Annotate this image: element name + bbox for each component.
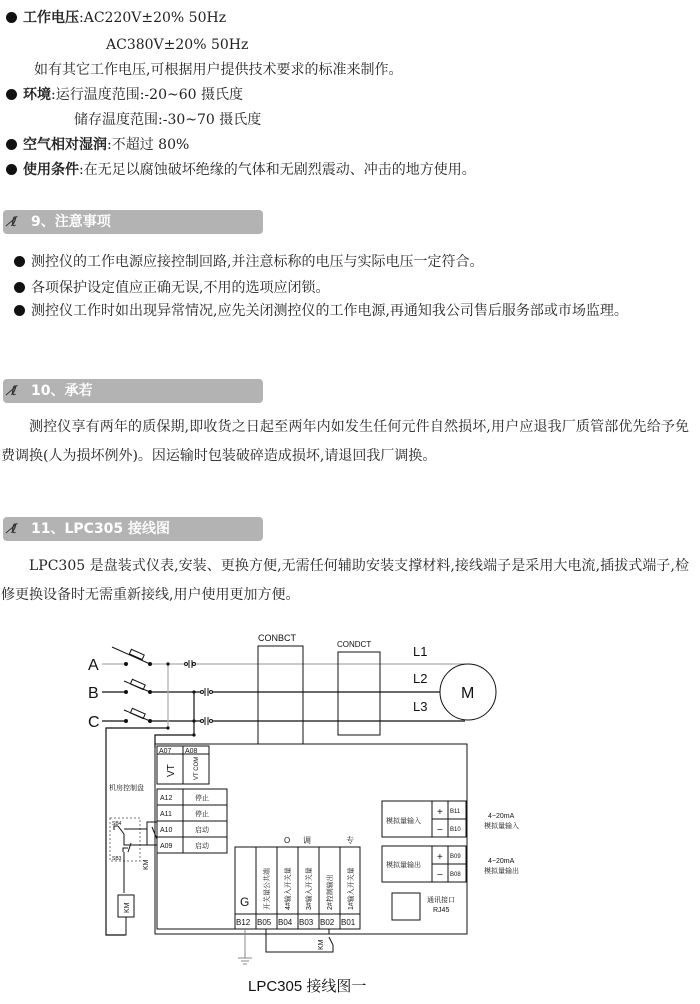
phase-label-b: B [88, 685, 99, 702]
conbct-label: CONBCT [258, 633, 296, 643]
spec-humidity: 空气相对湿润:不超过 80% [6, 136, 189, 154]
section-11-title: 11、LPC305 接线图 [31, 521, 171, 537]
vt-terminal-a07: A07 [159, 748, 172, 755]
top-mark: 调 [303, 836, 311, 845]
line-label-l2: L2 [413, 671, 428, 686]
vt-label: VT [166, 764, 177, 777]
comm-port: RJ45 [433, 907, 450, 914]
control-terminal-label: 启动 [195, 827, 209, 834]
humidity-label: 空气相对湿润 [23, 137, 107, 153]
voltage-line2: AC380V±20% 50Hz [106, 37, 249, 53]
analog-output-plus: + [437, 852, 443, 863]
analog-output-range: 4−20mA [488, 858, 515, 865]
line-label-l1: L1 [413, 644, 428, 659]
section-11-body: LPC305 是盘装式仪表,安装、更换方便,无需任何辅助安装支撑材料,接线端子是采用大电流,插拔式端子,检修更换设备时无需重新接线,用户使用更加方便。 [1, 558, 689, 603]
sb3-label: SB3 [112, 856, 122, 862]
section-9-title: 9、注意事项 [31, 214, 111, 230]
analog-input-label: 模拟量输入 [386, 818, 421, 825]
coil-wires [106, 853, 235, 935]
voltage-line1: AC220V±20% 50Hz [83, 10, 227, 26]
vt-com-label: VT COM [194, 756, 200, 780]
analog-output-label: 模拟量输出 [386, 862, 421, 869]
control-terminal-id: A10 [160, 827, 173, 834]
analog-input-plus: + [437, 807, 443, 818]
bottom-terminal-label: 4#输入开关量 [285, 867, 292, 910]
env-line1: 运行温度范围:-20~60 摄氏度 [55, 87, 243, 103]
km-coil-label: KM [124, 902, 131, 913]
voltage-label: 工作电压 [23, 10, 79, 26]
section-9-item: 测控仪的工作电源应接控制回路,并注意标称的电压与实际电压一定符合。 [14, 253, 483, 271]
line-label-l3: L3 [413, 699, 428, 714]
section-9-item: 各项保护设定值应正确无误,不用的选项应闭锁。 [14, 279, 329, 297]
control-terminal-label: 停止 [195, 811, 209, 818]
analog-input-desc: 模拟量输入 [484, 823, 519, 830]
spec-usage: 使用条件:在无足以腐蚀破坏绝缘的气体和无剧烈震动、冲击的地方使用。 [6, 161, 476, 179]
analog-input-minus: − [437, 825, 443, 836]
analog-input-range: 4−20mA [488, 813, 515, 820]
motor-label: M [461, 685, 475, 702]
top-mark: 专 [346, 836, 354, 845]
bottom-terminal-label: 开关量公共端 [264, 868, 271, 910]
voltage-note: 如有其它工作电压,可根据用户提供技术要求的标准来制作。 [34, 62, 403, 78]
km-output-label: KM [318, 939, 325, 950]
section-marker-icon: ℓ̸ [11, 384, 18, 399]
env-line2: 储存温度范围:-30~70 摄氏度 [74, 112, 262, 128]
bottom-terminal-label: 2#控制输出 [327, 874, 334, 910]
spec-voltage: 工作电压:AC220V±20% 50Hz [6, 9, 226, 27]
conbct-box [258, 646, 303, 744]
analog-output-minus: − [437, 870, 443, 881]
fuse-switch-icon [112, 647, 152, 723]
phase-label-c: C [88, 714, 100, 731]
top-mark: O [284, 836, 291, 845]
section-10-title: 10、承若 [31, 383, 93, 399]
control-terminal-id: A12 [160, 795, 173, 802]
vt-terminal-a08: A08 [185, 748, 198, 755]
diagram-caption: LPC305 接线图一 [248, 978, 367, 995]
control-terminal-id: A11 [160, 811, 172, 818]
control-panel-label: 机房控制盘 [109, 785, 144, 792]
analog-output-t1: B09 [450, 854, 461, 860]
section-10-body: 测控仪享有两年的质保期,即收货之日起至两年内如发生任何元件自然损坏,用户应退我厂质管部优先给予免费调换(人为损坏例外)。因运输时包装破碎造成损坏,请退回我厂调换。 [1, 419, 689, 464]
comm-label: 通讯接口 [427, 897, 455, 904]
env-label: 环境 [23, 87, 51, 103]
sb4-label: SB4 [112, 821, 122, 827]
km-contact-label: KM [143, 859, 150, 870]
analog-output-desc: 模拟量输出 [484, 868, 519, 875]
humidity-value: 不超过 80% [111, 137, 190, 153]
section-9-item: 测控仪工作时如出现异常情况,应先关闭测控仪的工作电源,再通知我公司售后服务部或市场监理。 [1, 297, 689, 326]
analog-output-t2: B08 [450, 872, 461, 878]
bottom-terminal-id: B12 [236, 918, 251, 927]
condct-label: CONDCT [337, 640, 372, 649]
section-marker-icon: ℓ̸ [11, 215, 18, 230]
analog-input-t2: B10 [450, 827, 461, 833]
section-marker-icon: ℓ̸ [11, 522, 18, 537]
phase-label-a: A [88, 657, 99, 674]
bottom-terminal-id: B04 [278, 918, 293, 927]
bottom-terminal-label: G [240, 895, 250, 909]
vt-tap-lines [106, 662, 196, 935]
analog-input-t1: B11 [450, 809, 461, 815]
bottom-terminal-id: B05 [257, 918, 272, 927]
bottom-terminal-label: 3#输入开关量 [306, 867, 313, 910]
control-terminal-label: 停止 [195, 795, 209, 802]
spec-environment: 环境:运行温度范围:-20~60 摄氏度 [6, 86, 243, 104]
rj45-port-icon [392, 893, 420, 920]
control-terminal-label: 启动 [195, 843, 209, 850]
bottom-terminal-block [235, 847, 360, 929]
control-terminal-id: A09 [160, 843, 173, 850]
bottom-terminal-id: B02 [320, 918, 335, 927]
usage-value: 在无足以腐蚀破坏绝缘的气体和无剧烈震动、冲击的地方使用。 [83, 162, 476, 178]
bottom-terminal-id: B01 [341, 918, 356, 927]
usage-label: 使用条件 [23, 162, 79, 178]
bottom-terminal-id: B03 [299, 918, 314, 927]
bottom-terminal-label: 1#输入开关量 [348, 867, 355, 910]
